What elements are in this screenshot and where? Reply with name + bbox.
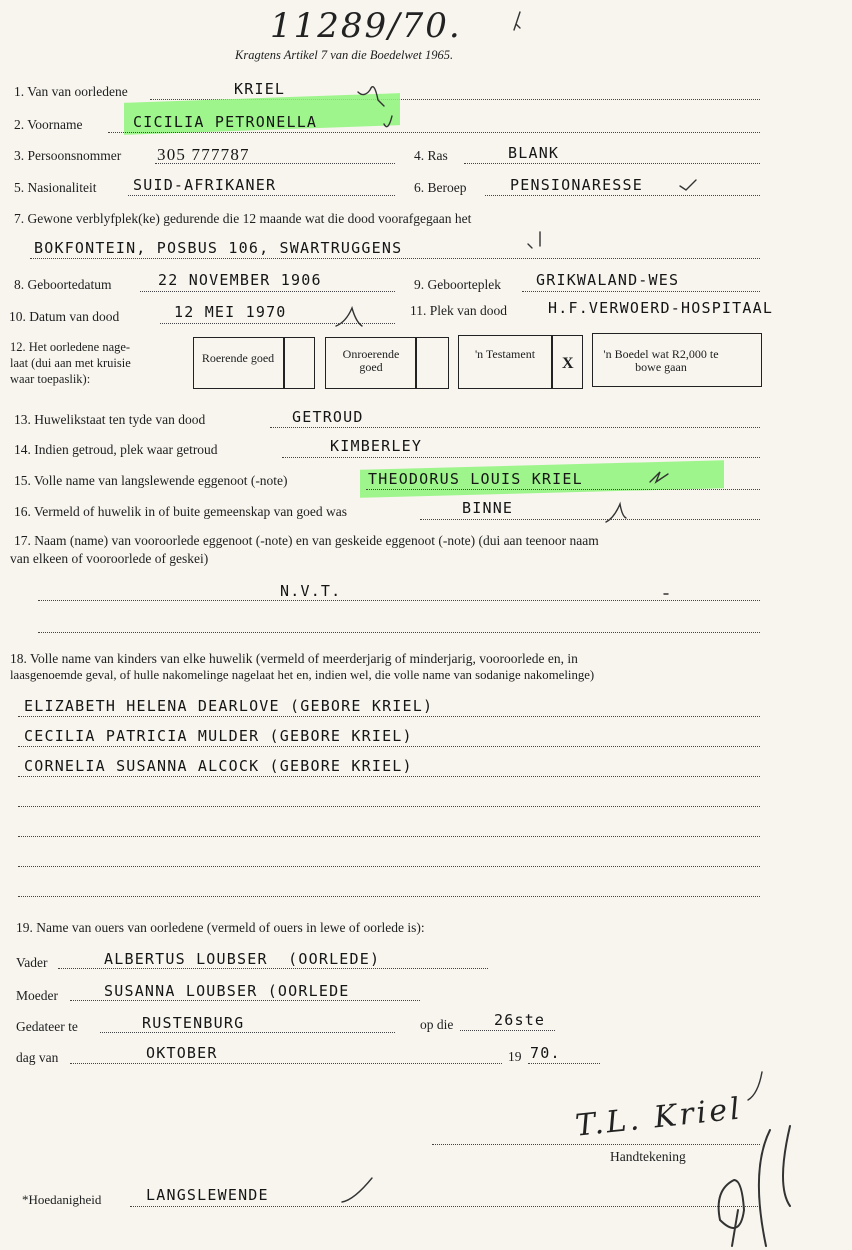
field-6-label: 6. Beroep bbox=[414, 180, 467, 195]
field-8-value: 22 NOVEMBER 1906 bbox=[158, 271, 322, 289]
year-value: 70. bbox=[530, 1044, 561, 1062]
field-12-label-3: waar toepaslik): bbox=[10, 372, 91, 386]
tick-mark-icon bbox=[606, 504, 626, 522]
field-12-label-2: laat (dui aan met kruisie bbox=[10, 356, 131, 370]
form-subtitle: Kragtens Artikel 7 van die Boedelwet 1965. bbox=[235, 48, 454, 62]
field-14-label: 14. Indien getroud, plek waar getroud bbox=[14, 442, 218, 457]
field-3-label: 3. Persoonsnommer bbox=[14, 148, 122, 163]
child-1-value: ELIZABETH HELENA DEARLOVE (GEBORE KRIEL) bbox=[24, 697, 434, 715]
mother-value: SUSANNA LOUBSER (OORLEDE bbox=[104, 982, 350, 1000]
dated-label: Gedateer te bbox=[16, 1019, 78, 1034]
field-5-label: 5. Nasionaliteit bbox=[14, 180, 97, 195]
field-1-value: KRIEL bbox=[234, 80, 286, 98]
op-die-label: op die bbox=[420, 1017, 454, 1032]
box-2-label: Onroerende goed bbox=[342, 347, 400, 374]
dated-value: RUSTENBURG bbox=[142, 1014, 245, 1032]
field-10-label: 10. Datum van dood bbox=[9, 309, 120, 324]
op-die-value: 26ste bbox=[494, 1011, 546, 1029]
child-3-value: CORNELIA SUSANNA ALCOCK (GEBORE KRIEL) bbox=[24, 757, 413, 775]
tick-mark-icon bbox=[514, 12, 520, 30]
field-18-label-2: laasgenoemde geval, of hulle nakomelinge nagelaat het en, indien wel, die volle name van sodanige nakomelinge) bbox=[10, 668, 595, 682]
day-of-value: OKTOBER bbox=[146, 1044, 218, 1062]
field-11-value: H.F.VERWOERD-HOSPITAAL bbox=[548, 299, 774, 317]
field-4-value: BLANK bbox=[508, 144, 560, 162]
field-13-label: 13. Huwelikstaat ten tyde van dood bbox=[14, 412, 206, 427]
field-6-value: PENSIONARESSE bbox=[510, 176, 643, 194]
capacity-label: *Hoedanigheid bbox=[22, 1192, 102, 1207]
field-16-value: BINNE bbox=[462, 499, 514, 517]
field-14-value: KIMBERLEY bbox=[330, 437, 423, 455]
field-2-value: CICILIA PETRONELLA bbox=[133, 113, 318, 131]
field-15-label: 15. Volle name van langslewende eggenoot (-note) bbox=[14, 473, 288, 488]
father-value: ALBERTUS LOUBSER (OORLEDE) bbox=[104, 950, 381, 968]
tick-mark-icon bbox=[680, 180, 696, 190]
field-15-value: THEODORUS LOUIS KRIEL bbox=[368, 470, 583, 488]
field-17-value: N.V.T. bbox=[280, 582, 342, 600]
field-13-value: GETROUD bbox=[292, 408, 364, 426]
field-16-label: 16. Vermeld of huwelik in of buite gemeenskap van goed was bbox=[14, 504, 348, 519]
box-3-mark: X bbox=[562, 355, 574, 372]
field-17-label-2: van elkeen of vooroorlede of geskei) bbox=[10, 551, 209, 566]
father-label: Vader bbox=[16, 955, 48, 970]
field-4-label: 4. Ras bbox=[414, 148, 448, 163]
box-3-label: 'n Testament bbox=[474, 347, 536, 361]
field-5-value: SUID-AFRIKANER bbox=[133, 176, 277, 194]
tick-mark-icon bbox=[650, 472, 668, 482]
day-of-label: dag van bbox=[16, 1050, 59, 1065]
tick-mark-icon bbox=[528, 232, 540, 248]
mother-label: Moeder bbox=[16, 988, 58, 1003]
field-9-label: 9. Geboorteplek bbox=[414, 277, 501, 292]
box-1-label: Roerende goed bbox=[201, 351, 275, 365]
box-4-label: 'n Boedel wat R2,000 te bowe gaan bbox=[603, 347, 719, 374]
field-10-value: 12 MEI 1970 bbox=[174, 303, 287, 321]
file-number: 11289/70. bbox=[270, 6, 462, 46]
field-7-label: 7. Gewone verblyfplek(ke) gedurende die 12 maande wat die dood voorafgegaan het bbox=[14, 211, 472, 226]
year-prefix: 19 bbox=[508, 1049, 522, 1064]
tick-mark-icon bbox=[384, 116, 392, 127]
field-7-value: BOKFONTEIN, POSBUS 106, SWARTRUGGENS bbox=[34, 239, 403, 257]
signature: T.L. Kriel bbox=[573, 1091, 745, 1144]
field-2-label: 2. Voorname bbox=[14, 117, 83, 132]
field-17-label-1: 17. Naam (name) van vooroorlede eggenoot (-note) en van geskeide eggenoot (-note) (dui aan teenoor naam bbox=[14, 533, 599, 548]
field-9-value: GRIKWALAND-WES bbox=[536, 271, 680, 289]
field-12-label-1: 12. Het oorledene nage- bbox=[10, 340, 131, 354]
capacity-value: LANGSLEWENDE bbox=[146, 1186, 269, 1204]
field-11-label: 11. Plek van dood bbox=[410, 303, 507, 318]
tick-mark-icon bbox=[748, 1072, 762, 1100]
signature-label: Handtekening bbox=[610, 1149, 686, 1164]
field-1-label: 1. Van van oorledene bbox=[14, 84, 128, 99]
child-2-value: CECILIA PATRICIA MULDER (GEBORE KRIEL) bbox=[24, 727, 413, 745]
tick-mark-icon bbox=[336, 308, 362, 326]
field-19-label: 19. Name van ouers van oorledene (vermeld of ouers in lewe of oorlede is): bbox=[16, 920, 425, 935]
tick-mark-icon bbox=[342, 1178, 372, 1202]
field-8-label: 8. Geboortedatum bbox=[14, 277, 112, 292]
tick-mark-icon bbox=[358, 87, 384, 106]
field-18-label-1: 18. Volle name van kinders van elke huwelik (vermeld of meerderjarig of minderjarig, vooroorlede en, in bbox=[10, 651, 578, 666]
field-3-value: 305 777787 bbox=[157, 145, 250, 164]
